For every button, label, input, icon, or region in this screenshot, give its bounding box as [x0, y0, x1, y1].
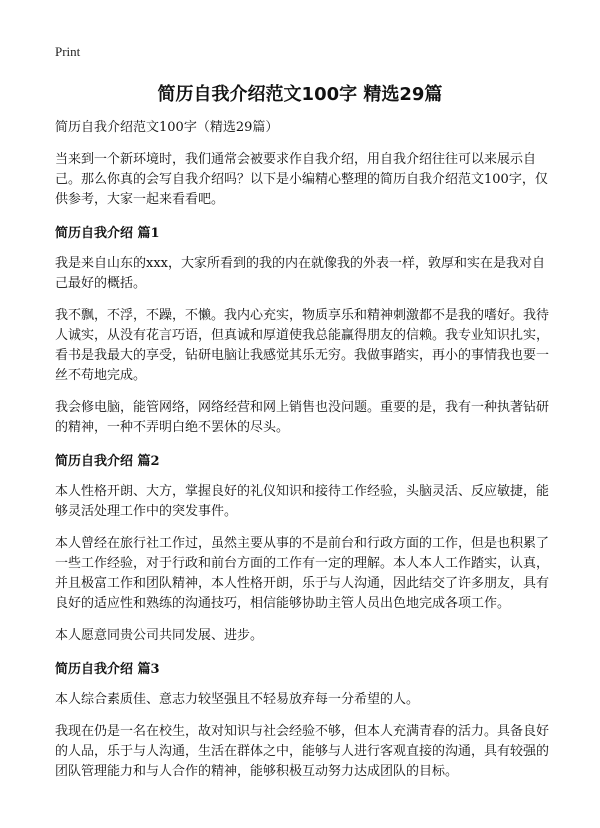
article-subtitle: 简历自我介绍范文100字（精选29篇）: [55, 120, 279, 135]
section-1-paragraph: 我会修电脑，能管网络，网络经营和网上销售也没问题。重要的是，我有一种执著钻研的精神，一种不弄明白绝不罢休的尽头。: [55, 400, 550, 435]
section-2-paragraph: 本人性格开朗、大方，掌握良好的礼仪知识和接待工作经验，头脑灵活、反应敏捷，能够灵活处理工作中的突发事件。: [55, 484, 550, 519]
section-3-paragraph: 我现在仍是一名在校生，故对知识与社会经验不够，但本人充满青春的活力。具备良好的人品，乐于与人沟通，生活在群体之中，能够与人进行客观直接的沟通，具有较强的团队管理能力和与人合作的精神，能够积极互动努力达成团队的目标。: [55, 724, 550, 779]
section-2-paragraph: 本人愿意同贵公司共同发展、进步。: [55, 628, 264, 643]
section-heading-2: 简历自我介绍 篇2: [55, 454, 160, 469]
section-heading-3: 简历自我介绍 篇3: [55, 662, 160, 677]
intro-paragraph: 当来到一个新环境时，我们通常会被要求作自我介绍，用自我介绍往往可以来展示自己。那么你真的会写自我介绍吗？以下是小编精心整理的简历自我介绍范文100字，仅供参考，大家一起来看看吧。: [55, 152, 548, 207]
article-body: [55, 118, 552, 794]
print-link[interactable]: Print: [55, 44, 81, 59]
section-3-paragraph: 本人综合素质佳、意志力较坚强且不轻易放弃每一分希望的人。: [55, 692, 420, 707]
section-1-paragraph: 我不飘，不浮，不躁，不懒。我内心充实，物质享乐和精神刺激都不是我的嗜好。我待人诚实，从没有花言巧语，但真诚和厚道使我总能赢得朋友的信赖。我专业知识扎实，看书是我最大的享受，钻研电脑让我感觉其乐无穷。我做事踏实，再小的事情我也要一丝不苟地完成。: [55, 308, 550, 383]
page-title: 简历自我介绍范文100字 精选29篇: [157, 84, 443, 105]
section-2-paragraph: 本人曾经在旅行社工作过，虽然主要从事的不是前台和行政方面的工作，但是也积累了一些工作经验，对于行政和前台方面的工作有一定的理解。本人本人工作踏实，认真，并且极富工作和团队精神，本人性格开朗，乐于与人沟通，因此结交了许多朋友，具有良好的适应性和熟练的沟通技巧，相信能够协助主管人员出色地完成各项工作。: [55, 536, 550, 611]
section-heading-1: 简历自我介绍 篇1: [55, 226, 160, 241]
section-1-paragraph: 我是来自山东的xxx，大家所看到的我的内在就像我的外表一样，敦厚和实在是我对自己最好的概括。: [55, 256, 545, 291]
